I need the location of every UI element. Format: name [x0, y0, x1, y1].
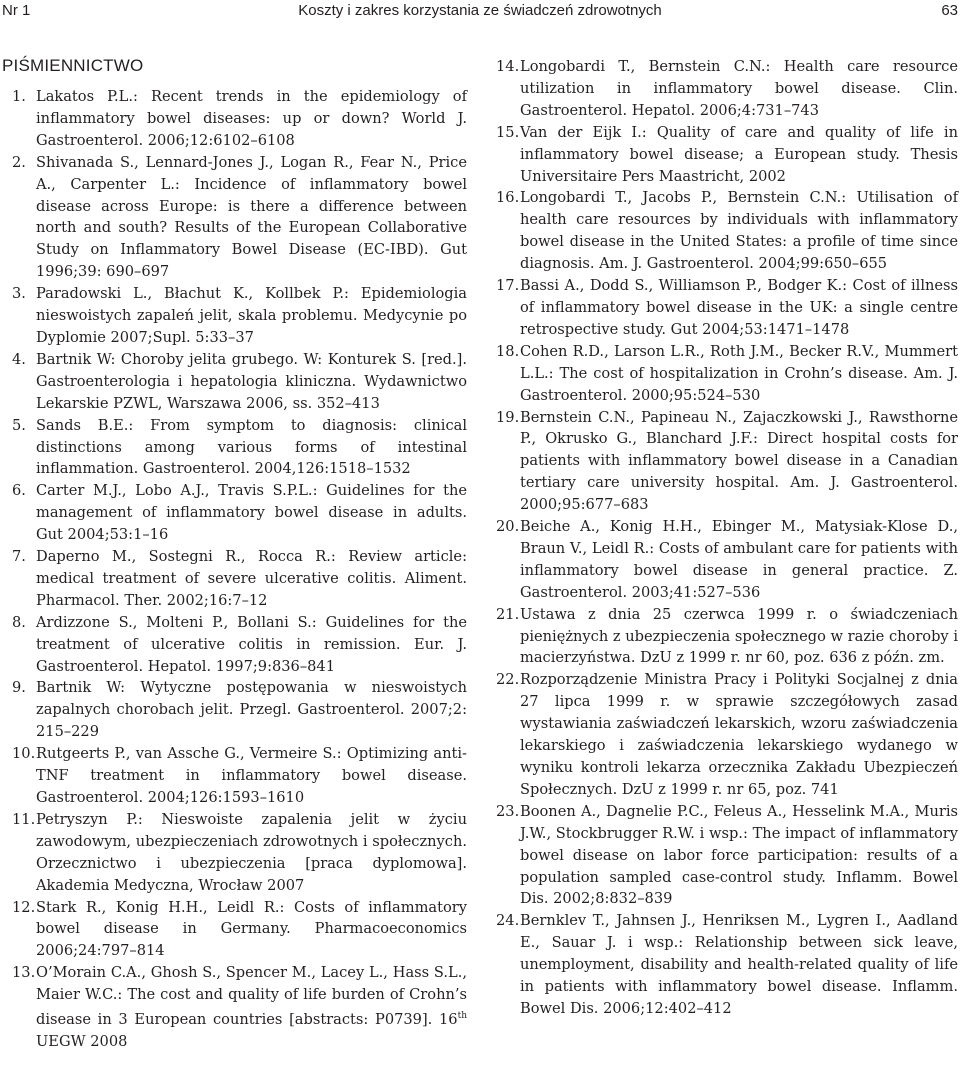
reference-number: 5.	[12, 416, 26, 434]
reference-number: 7.	[12, 548, 26, 566]
reference-text: Longobardi T., Jacobs P., Bernstein C.N.: Utilisation of health care resources by individuals with inflammatory bowel disease in the United States: a profile of time since diagnosis. Am. J. Gastroenterol. 2004;99:650–655	[520, 189, 958, 273]
reference-number: 15.	[496, 123, 520, 141]
reference-number: 3.	[12, 285, 26, 303]
reference-item	[12, 612, 467, 678]
reference-item	[496, 604, 958, 670]
running-title: Koszty i zakres korzystania ze świadczeń zdrowotnych	[298, 2, 662, 19]
reference-number: 14.	[496, 58, 520, 75]
reference-text: Ustawa z dnia 25 czerwca 1999 r. o świadczeniach pieniężnych z ubezpieczenia społecznego w razie choroby i macierzyństwa. DzU z 1999 r. nr 60, poz. 636 z późn. zm.	[520, 605, 958, 667]
reference-number: 20.	[496, 518, 520, 536]
reference-text: Longobardi T., Bernstein C.N.: Health care resource utilization in inflammatory bowel disease. Clin. Gastroenterol. Hepatol. 2006;4:731–743	[520, 58, 958, 119]
reference-number: 10.	[12, 745, 36, 763]
reference-number: 8.	[12, 613, 26, 631]
reference-item	[496, 801, 958, 911]
section-title: PIŚMIENNICTWO	[2, 56, 144, 75]
reference-number: 21.	[496, 605, 520, 623]
reference-number: 1.	[12, 88, 26, 105]
reference-item	[12, 546, 467, 612]
reference-item	[496, 187, 958, 275]
reference-text: Boonen A., Dagnelie P.C., Feleus A., Hesselink M.A., Muris J.W., Stockbrugger R.W. i wsp.: The impact of inflammatory bowel disease on labor force participation: results of a population sampled case-control study. Inflamm. Bowel Dis. 2002;8:832–839	[520, 802, 958, 908]
reference-number: 17.	[496, 277, 520, 295]
reference-number: 2.	[12, 153, 26, 171]
reference-text: Rutgeerts P., van Assche G., Vermeire S.: Optimizing anti-TNF treatment in inflammatory bowel disease. Gastroenterol. 2004;126:1593–1610	[36, 745, 467, 806]
issue-number: Nr 1	[2, 2, 31, 19]
reference-item	[496, 910, 958, 1020]
reference-number: 11.	[12, 810, 36, 828]
reference-text: Stark R., Konig H.H., Leidl R.: Costs of inflammatory bowel disease in Germany. Pharmacoeconomics 2006;24:797–814	[36, 898, 467, 960]
reference-item	[496, 407, 958, 517]
reference-text: Cohen R.D., Larson L.R., Roth J.M., Becker R.V., Mummert L.L.: The cost of hospitalization in Crohn’s disease. Am. J. Gastroenterol. 2000;95:524–530	[520, 342, 958, 404]
reference-item	[496, 516, 958, 604]
page-number: 63	[941, 2, 958, 19]
reference-number: 16.	[496, 189, 520, 207]
reference-number: 23.	[496, 802, 520, 820]
reference-text: Rozporządzenie Ministra Pracy i Polityki Socjalnej z dnia 27 lipca 1999 r. w sprawie szczegółowych zasad wystawiania zaświadczeń lekarskich, wzoru zaświadczenia lekarskiego i zaświadczenia lekarskiego wydanego w wyniku kontroli lekarza orzecznika Zakładu Ubezpieczeń Społecznych. DzU z 1999 r. nr 65, poz. 741	[520, 671, 958, 798]
reference-item	[12, 480, 467, 546]
reference-text: Bartnik W: Choroby jelita grubego. W: Konturek S. [red.]. Gastroenterologia i hepatologia kliniczna. Wydawnictwo Lekarskie PZWL, Warszawa 2006, ss. 352–413	[36, 350, 467, 412]
reference-item	[496, 275, 958, 341]
reference-item	[496, 341, 958, 407]
references-left-column	[12, 86, 467, 1053]
reference-item	[12, 677, 467, 743]
reference-text: O’Morain C.A., Ghosh S., Spencer M., Lacey L., Hass S.L., Maier W.C.: The cost and quality of life burden of Crohn’s disease in 3 European countries [abstracts: P0739]. 16th UEGW 2008	[36, 964, 467, 1050]
reference-item	[496, 669, 958, 800]
reference-number: 4.	[12, 350, 26, 368]
reference-text: Lakatos P.L.: Recent trends in the epidemiology of inflammatory bowel diseases: up or down? World J. Gastroenterol. 2006;12:6102–6108	[36, 88, 467, 149]
reference-text: Bernklev T., Jahnsen J., Henriksen M., Lygren I., Aadland E., Sauar J. i wsp.: Relationship between sick leave, unemployment, disability and health-related quality of life in patients with inflammatory bowel disease. Inflamm. Bowel Dis. 2006;12:402–412	[520, 912, 958, 1017]
reference-number: 13.	[12, 964, 36, 982]
reference-text: Sands B.E.: From symptom to diagnosis: clinical distinctions among various forms of intestinal inflammation. Gastroenterol. 2004,126:1518–1532	[36, 416, 467, 478]
reference-item	[12, 809, 467, 897]
reference-item	[12, 743, 467, 809]
reference-text: Bassi A., Dodd S., Williamson P., Bodger K.: Cost of illness of inflammatory bowel disease in the UK: a single centre retrospective study. Gut 2004;53:1471–1478	[520, 277, 958, 338]
reference-text: Ardizzone S., Molteni P., Bollani S.: Guidelines for the treatment of ulcerative colitis in remission. Eur. J. Gastroenterol. Hepatol. 1997;9:836–841	[36, 613, 467, 675]
reference-number: 22.	[496, 671, 520, 689]
reference-number: 18.	[496, 342, 520, 360]
reference-number: 12.	[12, 898, 36, 916]
reference-number: 24.	[496, 912, 520, 930]
reference-number: 19.	[496, 408, 520, 426]
reference-text: Bartnik W: Wytyczne postępowania w nieswoistych zapalnych chorobach jelit. Przegl. Gastroenterol. 2007;2: 215–229	[36, 679, 467, 741]
reference-item	[12, 415, 467, 481]
reference-item	[12, 86, 467, 152]
reference-number: 9.	[12, 679, 26, 697]
reference-text: Daperno M., Sostegni R., Rocca R.: Review article: medical treatment of severe ulcerative colitis. Aliment. Pharmacol. Ther. 2002;16:7–12	[36, 548, 467, 609]
references-right-column	[496, 56, 958, 1020]
reference-item	[12, 897, 467, 963]
reference-text: Petryszyn P.: Nieswoiste zapalenia jelit w życiu zawodowym, ubezpieczeniach zdrowotnych i społecznych. Orzecznictwo i ubezpieczenia [praca dyplomowa]. Akademia Medyczna, Wrocław 2007	[36, 810, 467, 894]
reference-text: Bernstein C.N., Papineau N., Zajaczkowski J., Rawsthorne P., Okrusko G., Blanchard J.F.: Direct hospital costs for patients with inflammatory bowel disease in a Canadian tertiary care university hospital. Am. J. Gastroenterol. 2000;95:677–683	[520, 408, 958, 514]
reference-item	[12, 349, 467, 415]
reference-item	[496, 56, 958, 122]
reference-text: Carter M.J., Lobo A.J., Travis S.P.L.: Guidelines for the management of inflammatory bowel disease in adults. Gut 2004;53:1–16	[36, 482, 467, 544]
reference-text: Paradowski L., Błachut K., Kollbek P.: Epidemiologia nieswoistych zapaleń jelit, skala problemu. Medycynie po Dyplomie 2007;Supl. 5:33–37	[36, 285, 467, 346]
reference-item	[12, 962, 467, 1052]
reference-text: Van der Eijk I.: Quality of care and quality of life in inflammatory bowel disease; a European study. Thesis Universitaire Pers Maastricht, 2002	[520, 123, 958, 185]
reference-item	[12, 152, 467, 283]
reference-text: Shivanada S., Lennard-Jones J., Logan R., Fear N., Price A., Carpenter L.: Incidence of inflammatory bowel disease across Europe: is there a difference between north and south? Results of the European Collaborative Study on Inflammatory Bowel Disease (EC-IBD). Gut 1996;39: 690–697	[36, 153, 467, 281]
running-header	[0, 0, 960, 32]
reference-item	[496, 122, 958, 188]
reference-number: 6.	[12, 482, 26, 500]
reference-item	[12, 283, 467, 349]
reference-text: Beiche A., Konig H.H., Ebinger M., Matysiak-Klose D., Braun V., Leidl R.: Costs of ambulant care for patients with inflammatory bowel disease in general practice. Z. Gastroenterol. 2003;41:527–536	[520, 518, 958, 601]
